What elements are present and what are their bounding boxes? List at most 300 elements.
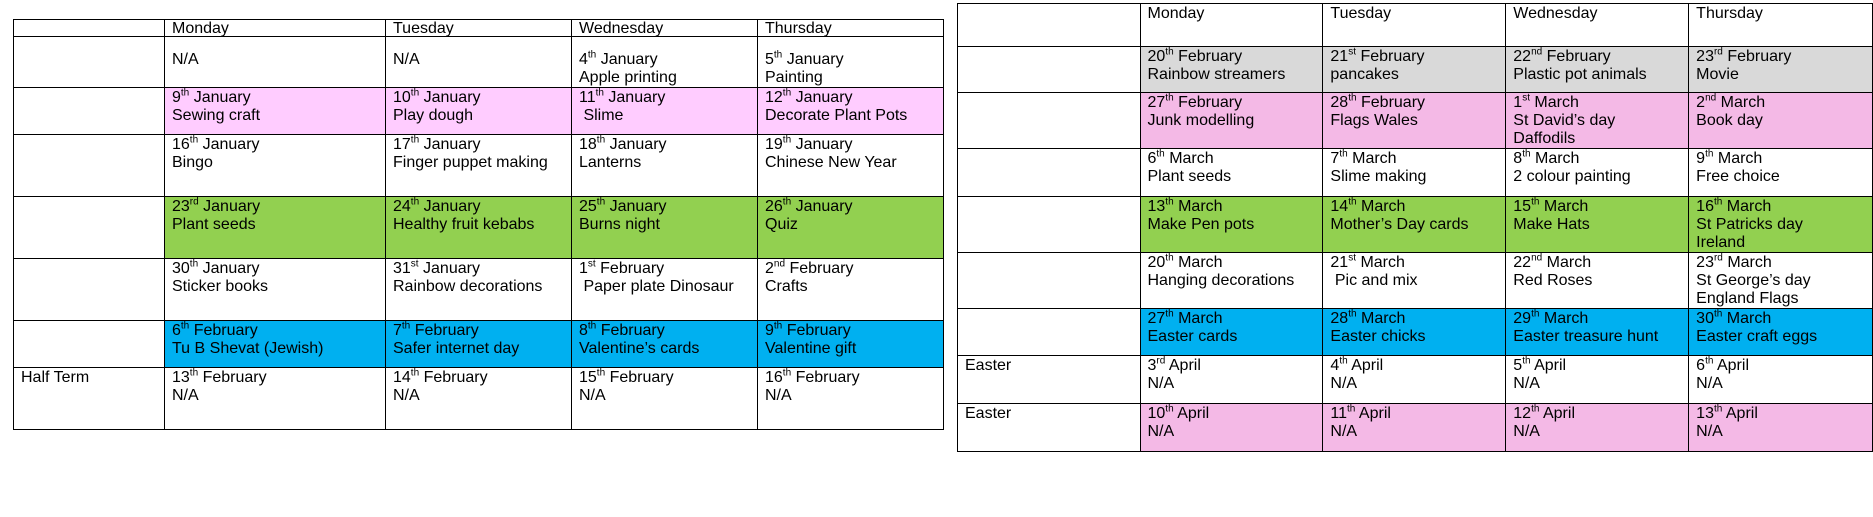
- activity-text: Plastic pot animals: [1513, 66, 1647, 83]
- date-month: April: [1716, 357, 1749, 374]
- date-month: March: [1726, 310, 1772, 327]
- cell-date: [1330, 198, 1498, 216]
- activity-text: 2 colour painting: [1513, 168, 1631, 185]
- date-month: January: [609, 198, 667, 215]
- cell-date: [1148, 357, 1316, 375]
- day-cell: [1506, 93, 1689, 149]
- day-cell: [1140, 404, 1323, 452]
- date-number: 16: [1696, 198, 1714, 215]
- schedule-body: [14, 20, 944, 430]
- activity-text: St George’s day: [1696, 272, 1811, 289]
- day-cell: [758, 259, 944, 321]
- date-suffix: rd: [1156, 355, 1166, 367]
- date-suffix: th: [1165, 92, 1174, 104]
- date-month: March: [1546, 254, 1592, 271]
- activity-text: N/A: [393, 387, 420, 404]
- week-row: [958, 149, 1873, 197]
- week-row: [14, 37, 944, 88]
- date-number: 19: [765, 136, 783, 153]
- activity-text: N/A: [1513, 375, 1540, 392]
- activity-text: Tu B Shevat (Jewish): [172, 340, 324, 357]
- activity-text: St Patricks day: [1696, 216, 1803, 233]
- date-number: 31: [393, 260, 411, 277]
- date-suffix: rd: [1713, 252, 1723, 264]
- day-cell: [1689, 93, 1873, 149]
- date-number: 13: [172, 369, 190, 386]
- cell-date: [1148, 48, 1316, 66]
- header-row: [14, 20, 944, 37]
- activity-text: Rainbow decorations: [393, 278, 543, 295]
- date-number: 6: [1147, 150, 1157, 167]
- activity-text: N/A: [579, 387, 606, 404]
- date-number: 2: [765, 260, 774, 277]
- day-cell: [1689, 356, 1873, 404]
- cell-date: [1696, 94, 1865, 112]
- cell-date: [1148, 310, 1316, 328]
- week-label: [958, 253, 1141, 309]
- day-cell: [1506, 149, 1689, 197]
- cell-date: [1513, 48, 1681, 66]
- day-cell: [1689, 253, 1873, 309]
- activity-text: Paper plate Dinosaur: [579, 278, 734, 295]
- activity-text: N/A: [1513, 423, 1540, 440]
- date-number: 5: [1513, 357, 1523, 374]
- date-suffix: st: [410, 258, 419, 270]
- week-row: [14, 88, 944, 135]
- date-number: 4: [579, 51, 588, 68]
- day-cell: [1140, 197, 1323, 253]
- cell-date: [1696, 48, 1865, 66]
- week-row: [14, 135, 944, 197]
- day-cell: [1140, 93, 1323, 149]
- date-suffix: th: [595, 87, 604, 99]
- activity-text: St David’s day: [1513, 112, 1616, 129]
- date-month: March: [1178, 310, 1223, 327]
- date-month: February: [193, 322, 258, 339]
- date-month: February: [1361, 94, 1426, 111]
- date-suffix: th: [410, 196, 420, 208]
- date-number: 7: [393, 322, 402, 339]
- activity-text: Sticker books: [172, 278, 269, 295]
- cell-date: [579, 136, 750, 154]
- schedule-table-jan-feb: [13, 19, 944, 430]
- date-number: 11: [1330, 405, 1348, 422]
- date-month: April: [1177, 405, 1210, 422]
- date-suffix: th: [189, 134, 199, 146]
- date-month: March: [1543, 198, 1589, 215]
- day-cell: [1506, 253, 1689, 309]
- date-number: 13: [1696, 405, 1714, 422]
- cell-date: [1513, 198, 1681, 216]
- date-month: April: [1725, 405, 1758, 422]
- date-number: 24: [393, 198, 411, 215]
- date-suffix: th: [587, 320, 597, 332]
- cell-date: [765, 322, 936, 340]
- activity-text: Flags Wales: [1330, 112, 1418, 129]
- cell-date: [1513, 254, 1681, 272]
- day-header: Thursday: [1689, 4, 1873, 47]
- week-row: [14, 259, 944, 321]
- activity-text: Plant seeds: [1147, 168, 1232, 185]
- date-suffix: th: [189, 367, 199, 379]
- date-suffix: st: [1522, 92, 1530, 104]
- date-month: February: [600, 322, 665, 339]
- schedule-body: [958, 4, 1873, 452]
- date-month: April: [1534, 357, 1567, 374]
- activity-text: Book day: [1696, 112, 1763, 129]
- week-row: [958, 47, 1873, 93]
- activity-text: Apple printing: [579, 69, 677, 86]
- date-number: 9: [172, 89, 181, 106]
- cell-date: [1330, 254, 1498, 272]
- cell-date: [172, 198, 378, 216]
- day-cell: [1323, 253, 1506, 309]
- date-suffix: th: [1165, 308, 1174, 320]
- week-row: [958, 309, 1873, 356]
- date-number: 5: [765, 51, 774, 68]
- date-suffix: th: [1165, 196, 1174, 208]
- day-cell: [1689, 404, 1873, 452]
- date-suffix: th: [189, 258, 199, 270]
- date-month: March: [1726, 198, 1772, 215]
- date-suffix: st: [587, 258, 596, 270]
- day-cell: [572, 88, 758, 135]
- date-suffix: th: [1713, 403, 1723, 415]
- date-month: March: [1534, 150, 1580, 167]
- date-month: March: [1352, 150, 1397, 167]
- date-suffix: th: [773, 320, 783, 332]
- cell-date: [1696, 198, 1865, 216]
- week-label: [958, 197, 1141, 253]
- activity-text: Play dough: [393, 107, 474, 124]
- date-number: 17: [393, 136, 411, 153]
- activity-text: Easter cards: [1147, 328, 1238, 345]
- day-cell: [1140, 47, 1323, 93]
- cell-date: [1330, 150, 1498, 168]
- date-month: March: [1727, 254, 1772, 271]
- activity-text: Make Hats: [1513, 216, 1590, 233]
- date-suffix: rd: [189, 196, 199, 208]
- date-number: 20: [1147, 48, 1166, 65]
- cell-date: [1696, 405, 1865, 423]
- day-cell: [758, 37, 944, 88]
- date-month: April: [1358, 405, 1391, 422]
- date-suffix: th: [782, 367, 792, 379]
- activity-text: N/A: [393, 51, 420, 68]
- date-month: March: [1543, 310, 1589, 327]
- day-cell: [758, 321, 944, 368]
- date-number: 15: [1513, 198, 1532, 215]
- cell-date: [172, 136, 378, 154]
- day-cell: [165, 259, 386, 321]
- activity-text: Easter craft eggs: [1696, 328, 1818, 345]
- date-suffix: th: [1522, 148, 1531, 160]
- date-month: January: [193, 89, 251, 106]
- activity-text: N/A: [1147, 375, 1175, 392]
- date-number: 14: [393, 369, 411, 386]
- week-row: [958, 253, 1873, 309]
- cell-date: [765, 89, 936, 107]
- activity-text: Painting: [765, 69, 823, 86]
- date-suffix: th: [1713, 308, 1723, 320]
- date-month: March: [1178, 254, 1223, 271]
- week-row: [14, 197, 944, 259]
- date-suffix: th: [1348, 196, 1357, 208]
- cell-date: [1513, 310, 1681, 328]
- activity-text: Pic and mix: [1330, 272, 1418, 289]
- day-cell: [1689, 47, 1873, 93]
- activity-text: Quiz: [765, 216, 798, 233]
- date-number: 15: [579, 369, 597, 386]
- date-month: March: [1361, 310, 1406, 327]
- date-number: 30: [1696, 310, 1714, 327]
- day-header: Monday: [165, 20, 386, 37]
- day-header: Monday: [1140, 4, 1323, 47]
- activity-text: Free choice: [1696, 168, 1780, 185]
- date-month: February: [789, 260, 854, 277]
- date-month: February: [1727, 48, 1792, 65]
- date-month: February: [1546, 48, 1611, 65]
- date-suffix: st: [1348, 46, 1356, 58]
- date-number: 30: [172, 260, 190, 277]
- day-cell: [386, 197, 572, 259]
- date-number: 7: [1330, 150, 1340, 167]
- date-month: January: [795, 89, 853, 106]
- date-number: 10: [393, 89, 411, 106]
- date-number: 16: [765, 369, 783, 386]
- date-number: 21: [1330, 254, 1349, 271]
- activity-text: Easter treasure hunt: [1513, 328, 1659, 345]
- date-month: February: [786, 322, 851, 339]
- date-number: 9: [1696, 150, 1706, 167]
- date-suffix: th: [1165, 403, 1174, 415]
- date-suffix: th: [410, 134, 420, 146]
- day-cell: [758, 368, 944, 430]
- date-month: February: [1178, 48, 1243, 65]
- date-suffix: th: [410, 367, 420, 379]
- week-row: [958, 404, 1873, 452]
- activity-text: Hanging decorations: [1147, 272, 1295, 289]
- date-month: February: [202, 369, 267, 386]
- date-month: March: [1169, 150, 1214, 167]
- date-number: 25: [579, 198, 597, 215]
- date-number: 29: [1513, 310, 1532, 327]
- date-suffix: th: [782, 196, 792, 208]
- date-month: January: [423, 260, 480, 277]
- activity-text: Bingo: [172, 154, 213, 171]
- day-cell: [165, 368, 386, 430]
- cell-date: [765, 369, 936, 387]
- date-number: 4: [1330, 357, 1340, 374]
- cell-date: [1330, 48, 1498, 66]
- date-number: 8: [1513, 150, 1523, 167]
- date-suffix: th: [596, 367, 606, 379]
- cell-date: [765, 51, 936, 69]
- day-cell: [572, 135, 758, 197]
- date-suffix: th: [1531, 403, 1540, 415]
- day-cell: [386, 368, 572, 430]
- schedule-table-feb-apr: [957, 3, 1873, 452]
- day-cell: [386, 259, 572, 321]
- date-number: 13: [1147, 198, 1166, 215]
- date-number: 9: [765, 322, 774, 339]
- cell-date: [1513, 357, 1681, 375]
- cell-date: [579, 198, 750, 216]
- activity-text: N/A: [1147, 423, 1175, 440]
- date-month: February: [600, 260, 665, 277]
- day-cell: [1506, 404, 1689, 452]
- cell-date: [1330, 310, 1498, 328]
- day-cell: [1140, 253, 1323, 309]
- cell-date: [1148, 150, 1316, 168]
- date-month: January: [609, 136, 667, 153]
- date-month: January: [423, 198, 481, 215]
- date-month: February: [423, 369, 488, 386]
- day-header: Tuesday: [386, 20, 572, 37]
- date-suffix: th: [1347, 403, 1356, 415]
- day-cell: [1506, 309, 1689, 356]
- week-label: Easter: [958, 404, 1141, 452]
- activity-text: Chinese New Year: [765, 154, 897, 171]
- date-suffix: th: [1705, 148, 1714, 160]
- date-suffix: th: [596, 196, 606, 208]
- activity-text: Valentine’s cards: [579, 340, 700, 357]
- date-number: 16: [172, 136, 190, 153]
- date-number: 28: [1330, 310, 1349, 327]
- cell-date: [1513, 94, 1681, 112]
- day-cell: [758, 135, 944, 197]
- date-suffix: th: [1339, 148, 1348, 160]
- activity-text: N/A: [765, 387, 792, 404]
- date-number: 23: [1696, 254, 1714, 271]
- date-suffix: th: [1522, 355, 1531, 367]
- day-cell: [386, 88, 572, 135]
- day-cell: [165, 321, 386, 368]
- cell-date: [1148, 198, 1316, 216]
- date-suffix: th: [773, 49, 783, 61]
- date-month: April: [1542, 405, 1575, 422]
- activity-text: Red Roses: [1513, 272, 1593, 289]
- date-month: January: [608, 89, 666, 106]
- date-month: April: [1168, 357, 1201, 374]
- week-label: Half Term: [14, 368, 165, 430]
- day-cell: [572, 259, 758, 321]
- activity-text: Make Pen pots: [1147, 216, 1255, 233]
- day-cell: [572, 197, 758, 259]
- date-month: February: [609, 369, 674, 386]
- cell-date: [579, 260, 750, 278]
- date-number: 27: [1147, 310, 1166, 327]
- cell-date: [1148, 405, 1316, 423]
- cell-date: [1330, 94, 1498, 112]
- cell-date: [579, 322, 750, 340]
- week-label: [958, 149, 1141, 197]
- day-cell: [1323, 93, 1506, 149]
- day-cell: [1506, 356, 1689, 404]
- cell-date: [1330, 405, 1498, 423]
- week-label: [14, 37, 165, 88]
- cell-date: [393, 322, 564, 340]
- day-cell: [572, 321, 758, 368]
- date-month: January: [795, 136, 853, 153]
- date-month: January: [202, 260, 260, 277]
- cell-date: [1330, 357, 1498, 375]
- date-number: 12: [765, 89, 783, 106]
- date-number: 8: [579, 322, 588, 339]
- date-suffix: nd: [1705, 92, 1717, 104]
- cell-date: [579, 51, 750, 69]
- activity-text: Easter chicks: [1330, 328, 1426, 345]
- week-row: [958, 197, 1873, 253]
- day-cell: [386, 37, 572, 88]
- activity-text: Slime: [579, 107, 624, 124]
- cell-date: [579, 89, 750, 107]
- date-number: 23: [172, 198, 190, 215]
- activity-text: Slime making: [1330, 168, 1427, 185]
- cell-date: [1513, 405, 1681, 423]
- cell-date: [765, 198, 936, 216]
- activity-text: N/A: [1330, 423, 1358, 440]
- activity-text: Daffodils: [1513, 130, 1576, 147]
- cell-date: [1696, 310, 1865, 328]
- date-suffix: th: [596, 134, 606, 146]
- date-suffix: th: [587, 49, 597, 61]
- date-suffix: th: [1339, 355, 1348, 367]
- date-suffix: th: [401, 320, 411, 332]
- date-number: 22: [1513, 48, 1532, 65]
- date-number: 2: [1696, 94, 1706, 111]
- activity-text: Healthy fruit kebabs: [393, 216, 535, 233]
- date-month: March: [1717, 150, 1763, 167]
- date-number: 22: [1513, 254, 1532, 271]
- cell-date: [393, 89, 564, 107]
- date-number: 27: [1147, 94, 1166, 111]
- date-suffix: th: [180, 87, 190, 99]
- activity-text: N/A: [1330, 375, 1358, 392]
- day-cell: [758, 197, 944, 259]
- activity-text: Rainbow streamers: [1147, 66, 1286, 83]
- day-cell: [1506, 197, 1689, 253]
- cell-date: [1696, 357, 1865, 375]
- day-header: Thursday: [758, 20, 944, 37]
- week-row: [958, 356, 1873, 404]
- cell-date: [172, 322, 378, 340]
- cell-date: [172, 369, 378, 387]
- date-suffix: th: [180, 320, 190, 332]
- cell-date: [765, 136, 936, 154]
- activity-text: Plant seeds: [172, 216, 256, 233]
- day-cell: [1323, 197, 1506, 253]
- date-month: January: [202, 136, 260, 153]
- day-cell: [1506, 47, 1689, 93]
- date-month: March: [1360, 254, 1405, 271]
- week-label: [14, 321, 165, 368]
- date-suffix: st: [1348, 252, 1356, 264]
- date-month: January: [600, 51, 658, 68]
- date-month: March: [1178, 198, 1223, 215]
- activity-text: Junk modelling: [1147, 112, 1255, 129]
- day-cell: [1323, 47, 1506, 93]
- day-cell: [386, 321, 572, 368]
- week-label: [958, 309, 1141, 356]
- day-cell: [165, 197, 386, 259]
- date-suffix: rd: [1713, 46, 1723, 58]
- date-month: March: [1534, 94, 1579, 111]
- week-row: [14, 321, 944, 368]
- date-number: 3: [1147, 357, 1157, 374]
- date-suffix: th: [1713, 196, 1723, 208]
- cell-date: [1696, 150, 1865, 168]
